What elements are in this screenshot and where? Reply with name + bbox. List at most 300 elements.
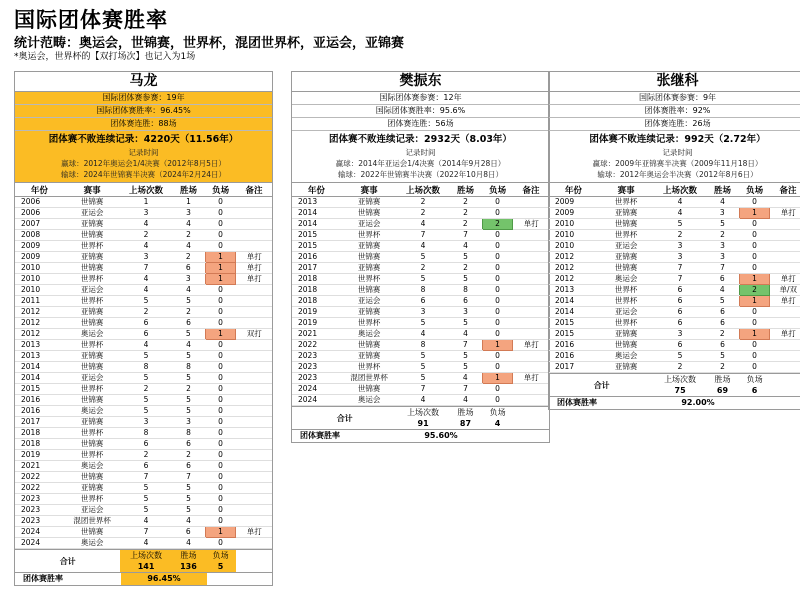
cell-year: 2012: [15, 307, 64, 318]
cell-wins: 6: [449, 296, 482, 307]
cell-remark: 单打: [513, 340, 549, 351]
cell-wins: 6: [706, 340, 739, 351]
cell-wins: 5: [449, 362, 482, 373]
cell-year: 2012: [549, 274, 598, 285]
cell-apps: 6: [120, 439, 171, 450]
cell-event: 世界杯: [64, 428, 121, 439]
cell-apps: 6: [654, 340, 705, 351]
cell-year: 2023: [292, 351, 341, 362]
cell-remark: [513, 296, 549, 307]
total-apps: 91: [417, 419, 429, 428]
cell-wins: 2: [172, 450, 205, 461]
cell-losses: 0: [205, 417, 236, 428]
cell-losses: 0: [739, 307, 770, 318]
table-row: [549, 241, 800, 252]
record-lost: 输球：2022年世锦赛半决赛（2022年10月8日）: [338, 170, 503, 179]
cell-remark: [513, 263, 549, 274]
cell-event: 世界杯: [341, 230, 398, 241]
cell-year: 2022: [15, 472, 64, 483]
table-row: [549, 351, 800, 362]
cell-apps: 5: [397, 318, 448, 329]
cell-year: 2010: [549, 241, 598, 252]
cell-apps: 5: [397, 362, 448, 373]
cell-year: 2012: [549, 252, 598, 263]
cell-wins: 5: [706, 351, 739, 362]
cell-wins: 5: [172, 505, 205, 516]
cell-losses: 0: [205, 340, 236, 351]
unbeaten-record: 团体赛不败连续记录：992天（2.72年）: [589, 134, 766, 145]
cell-wins: 2: [706, 362, 739, 373]
cell-event: 混团世界杯: [341, 373, 398, 384]
cell-event: 亚运会: [598, 241, 655, 252]
cell-year: 2012: [549, 263, 598, 274]
col-year: 年份: [15, 183, 64, 197]
table-row: [292, 274, 549, 285]
cell-event: 混团世界杯: [64, 516, 121, 527]
win-rate-line: 国际团体赛胜率：95.6%: [292, 105, 549, 118]
cell-year: 2009: [549, 208, 598, 219]
cell-remark: [513, 395, 549, 406]
cell-losses: 0: [205, 439, 236, 450]
cell-year: 2010: [15, 274, 64, 285]
cell-remark: 单打: [236, 252, 272, 263]
cell-remark: [513, 285, 549, 296]
cell-wins: 8: [172, 428, 205, 439]
table-row: [15, 483, 272, 494]
cell-apps: 4: [397, 219, 448, 230]
cell-remark: [236, 516, 272, 527]
cell-event: 世界杯: [64, 296, 121, 307]
table-row: [15, 494, 272, 505]
record-won: 赢球：2009年亚锦赛半决赛（2009年11月18日）: [592, 159, 763, 168]
table-row: [15, 340, 272, 351]
cell-year: 2016: [292, 252, 341, 263]
cell-year: 2017: [15, 417, 64, 428]
team-win-rate-row: [15, 572, 272, 585]
win-streak-line: 团体赛连胜：56场: [292, 118, 549, 131]
cell-losses: 0: [482, 318, 513, 329]
cell-event: 亚锦赛: [341, 263, 398, 274]
cell-losses: 1: [739, 329, 770, 340]
col-wins: 胜场: [172, 183, 205, 197]
col-year: 年份: [549, 183, 598, 197]
cell-losses: 0: [739, 318, 770, 329]
table-row: [15, 439, 272, 450]
unbeaten-record-box: [15, 131, 272, 183]
cell-apps: 4: [120, 241, 171, 252]
cell-wins: 7: [449, 230, 482, 241]
player-panel-malong: [14, 71, 273, 586]
cell-event: 世界杯: [598, 197, 655, 208]
cell-wins: 5: [172, 395, 205, 406]
table-row: [15, 307, 272, 318]
cell-year: 2018: [15, 439, 64, 450]
table-row: [549, 296, 800, 307]
cell-apps: 2: [120, 384, 171, 395]
cell-year: 2018: [292, 274, 341, 285]
cell-year: 2011: [15, 296, 64, 307]
table-row: [15, 329, 272, 340]
cell-remark: [513, 384, 549, 395]
table-row: [292, 351, 549, 362]
cell-year: 2006: [15, 208, 64, 219]
table-row: [15, 263, 272, 274]
cell-wins: 2: [172, 252, 205, 263]
win-streak-line: 团体赛连胜：88场: [15, 118, 272, 131]
cell-remark: [236, 307, 272, 318]
cell-wins: 7: [706, 263, 739, 274]
table-row: [292, 318, 549, 329]
col-losses: 负场: [482, 183, 513, 197]
cell-year: 2018: [15, 428, 64, 439]
cell-losses: 0: [482, 285, 513, 296]
col-apps: 上场次数: [397, 183, 448, 197]
cell-event: 奥运会: [598, 351, 655, 362]
total-losses: 5: [205, 561, 236, 572]
table-row: [292, 373, 549, 384]
cell-apps: 7: [120, 527, 171, 538]
cell-apps: 5: [120, 351, 171, 362]
cell-apps: 3: [654, 241, 705, 252]
cell-remark: [770, 340, 800, 351]
cell-remark: [770, 252, 800, 263]
cell-wins: 5: [172, 494, 205, 505]
cell-remark: 单打: [770, 208, 800, 219]
table-row: [549, 307, 800, 318]
cell-apps: 4: [120, 538, 171, 549]
cell-apps: 4: [120, 516, 171, 527]
cell-wins: 2: [706, 329, 739, 340]
cell-year: 2010: [15, 263, 64, 274]
cell-wins: 3: [706, 241, 739, 252]
col-losses: 负场: [205, 183, 236, 197]
win-rate-line: 国际团体赛胜率：96.45%: [15, 105, 272, 118]
cell-remark: [236, 461, 272, 472]
cell-losses: 0: [482, 263, 513, 274]
cell-apps: 6: [120, 318, 171, 329]
cell-remark: [236, 230, 272, 241]
cell-wins: 4: [172, 516, 205, 527]
results-table: [15, 183, 272, 549]
cell-losses: 0: [205, 318, 236, 329]
table-row: [292, 285, 549, 296]
table-row: [15, 285, 272, 296]
cell-event: 世锦赛: [64, 395, 121, 406]
col-losses: 负场: [739, 183, 770, 197]
cell-event: 世界杯: [64, 274, 121, 285]
cell-losses: 0: [482, 230, 513, 241]
cell-wins: 5: [449, 318, 482, 329]
cell-remark: [513, 351, 549, 362]
cell-wins: 4: [449, 373, 482, 384]
participation-years: 国际团体赛参赛：19年: [15, 92, 272, 105]
cell-year: 2023: [15, 505, 64, 516]
cell-event: 亚锦赛: [341, 351, 398, 362]
table-row: [292, 307, 549, 318]
cell-wins: 6: [172, 439, 205, 450]
cell-losses: 0: [205, 472, 236, 483]
team-win-rate-value: 95.60%: [424, 431, 458, 440]
cell-event: 世锦赛: [341, 252, 398, 263]
cell-remark: [236, 483, 272, 494]
cell-apps: 3: [397, 307, 448, 318]
cell-remark: [513, 274, 549, 285]
cell-event: 世界杯: [341, 318, 398, 329]
page-title: 国际团体赛胜率: [14, 8, 168, 32]
cell-year: 2010: [549, 230, 598, 241]
cell-year: 2007: [15, 219, 64, 230]
cell-year: 2015: [15, 384, 64, 395]
cell-remark: [770, 230, 800, 241]
cell-losses: 1: [205, 527, 236, 538]
cell-remark: [236, 439, 272, 450]
cell-year: 2016: [15, 406, 64, 417]
cell-event: 世锦赛: [341, 384, 398, 395]
cell-remark: [513, 230, 549, 241]
cell-remark: [236, 538, 272, 549]
cell-remark: [513, 318, 549, 329]
cell-event: 世界杯: [64, 384, 121, 395]
cell-remark: 单打: [513, 219, 549, 230]
cell-remark: [513, 329, 549, 340]
cell-year: 2016: [549, 340, 598, 351]
total-apps-label: 上场次数: [120, 550, 171, 561]
cell-wins: 4: [706, 285, 739, 296]
cell-year: 2017: [549, 362, 598, 373]
col-event: 赛事: [64, 183, 121, 197]
col-event: 赛事: [341, 183, 398, 197]
cell-wins: 4: [172, 285, 205, 296]
record-lost: 输球：2012年奥运会半决赛（2012年8月6日）: [597, 170, 758, 179]
cell-losses: 0: [482, 197, 513, 208]
cell-event: 世锦赛: [64, 527, 121, 538]
cell-event: 亚运会: [598, 307, 655, 318]
total-wins-label: 胜场: [172, 550, 205, 561]
cell-losses: 0: [739, 219, 770, 230]
cell-apps: 4: [120, 285, 171, 296]
cell-remark: [236, 340, 272, 351]
cell-wins: 2: [172, 307, 205, 318]
cell-apps: 5: [397, 351, 448, 362]
cell-apps: 3: [654, 329, 705, 340]
cell-event: 奥运会: [341, 329, 398, 340]
cell-wins: 2: [172, 384, 205, 395]
cell-losses: 0: [205, 461, 236, 472]
team-win-rate-row: [549, 396, 800, 409]
cell-event: 世锦赛: [64, 362, 121, 373]
cell-wins: 5: [449, 252, 482, 263]
cell-event: 世界杯: [598, 230, 655, 241]
totals-block: [15, 549, 272, 572]
cell-losses: 0: [205, 395, 236, 406]
cell-wins: 5: [172, 483, 205, 494]
cell-apps: 7: [120, 263, 171, 274]
total-wins-label: 胜场: [457, 408, 474, 417]
cell-apps: 5: [120, 505, 171, 516]
cell-event: 奥运会: [598, 274, 655, 285]
cell-year: 2014: [549, 307, 598, 318]
cell-apps: 5: [397, 274, 448, 285]
cell-wins: 4: [706, 197, 739, 208]
table-row: [15, 252, 272, 263]
cell-apps: 2: [397, 208, 448, 219]
cell-wins: 2: [449, 219, 482, 230]
cell-event: 亚锦赛: [598, 329, 655, 340]
cell-event: 世界杯: [64, 494, 121, 505]
cell-losses: 0: [482, 252, 513, 263]
cell-losses: 0: [739, 263, 770, 274]
table-row: [292, 241, 549, 252]
win-rate-line: 团体赛胜率：92%: [549, 105, 800, 118]
cell-losses: 0: [205, 351, 236, 362]
player-name: 张继科: [549, 72, 800, 92]
cell-apps: 8: [120, 428, 171, 439]
total-apps-label: 上场次数: [664, 375, 697, 384]
cell-event: 世锦赛: [64, 318, 121, 329]
cell-remark: 单打: [236, 527, 272, 538]
total-apps: 75: [674, 386, 686, 395]
cell-year: 2017: [292, 263, 341, 274]
total-wins: 136: [172, 561, 205, 572]
cell-apps: 4: [397, 329, 448, 340]
cell-event: 亚锦赛: [64, 351, 121, 362]
cell-year: 2018: [292, 285, 341, 296]
cell-event: 亚锦赛: [598, 208, 655, 219]
cell-apps: 3: [654, 252, 705, 263]
cell-year: 2013: [15, 340, 64, 351]
cell-year: 2019: [15, 450, 64, 461]
cell-remark: [236, 494, 272, 505]
cell-remark: [770, 362, 800, 373]
col-remark: 备注: [770, 183, 800, 197]
cell-apps: 6: [654, 285, 705, 296]
table-row: [15, 384, 272, 395]
cell-apps: 5: [120, 395, 171, 406]
cell-apps: 5: [397, 373, 448, 384]
table-row: [292, 329, 549, 340]
cell-event: 亚锦赛: [341, 241, 398, 252]
cell-apps: 6: [120, 329, 171, 340]
cell-year: 2016: [549, 351, 598, 362]
cell-event: 世锦赛: [64, 439, 121, 450]
totals-block: [292, 406, 549, 429]
cell-remark: [236, 208, 272, 219]
cell-remark: [236, 197, 272, 208]
cell-year: 2023: [292, 373, 341, 384]
table-row: [292, 362, 549, 373]
cell-losses: 1: [205, 263, 236, 274]
cell-losses: 0: [205, 285, 236, 296]
cell-apps: 7: [654, 274, 705, 285]
total-wins: 69: [716, 386, 729, 395]
total-losses: 6: [751, 386, 758, 395]
cell-wins: 5: [706, 296, 739, 307]
record-time-label: 记录时间: [662, 148, 693, 157]
cell-year: 2024: [15, 538, 64, 549]
cell-year: 2015: [292, 230, 341, 241]
cell-year: 2014: [15, 373, 64, 384]
record-time-label: 记录时间: [405, 148, 436, 157]
cell-event: 亚运会: [341, 296, 398, 307]
cell-year: 2024: [15, 527, 64, 538]
cell-losses: 0: [482, 351, 513, 362]
cell-apps: 5: [654, 351, 705, 362]
cell-wins: 8: [449, 285, 482, 296]
table-row: [15, 351, 272, 362]
cell-event: 亚锦赛: [598, 362, 655, 373]
cell-year: 2012: [15, 318, 64, 329]
cell-event: 世界杯: [64, 340, 121, 351]
cell-year: 2024: [292, 384, 341, 395]
cell-wins: 4: [449, 395, 482, 406]
cell-losses: 0: [205, 219, 236, 230]
cell-apps: 4: [654, 197, 705, 208]
cell-losses: 2: [739, 285, 770, 296]
cell-losses: 1: [205, 252, 236, 263]
record-won: 赢球：2012年奥运会1/4决赛（2012年8月5日）: [61, 159, 226, 168]
cell-remark: [236, 395, 272, 406]
cell-year: 2016: [15, 395, 64, 406]
cell-year: 2019: [292, 307, 341, 318]
cell-year: 2015: [549, 318, 598, 329]
cell-wins: 6: [172, 527, 205, 538]
cell-losses: 0: [205, 230, 236, 241]
cell-remark: [236, 296, 272, 307]
unbeaten-record: 团体赛不败连续记录：2932天（8.03年）: [329, 134, 512, 145]
table-row: [15, 208, 272, 219]
cell-wins: 6: [172, 318, 205, 329]
cell-losses: 1: [482, 340, 513, 351]
table-row: [292, 384, 549, 395]
cell-apps: 6: [654, 307, 705, 318]
cell-event: 亚锦赛: [64, 252, 121, 263]
cell-event: 世界杯: [64, 241, 121, 252]
cell-event: 世锦赛: [64, 472, 121, 483]
cell-year: 2022: [292, 340, 341, 351]
table-row: [549, 219, 800, 230]
cell-remark: [236, 472, 272, 483]
cell-apps: 2: [654, 230, 705, 241]
cell-wins: 5: [172, 296, 205, 307]
cell-wins: 5: [449, 274, 482, 285]
cell-apps: 4: [120, 274, 171, 285]
cell-event: 亚锦赛: [598, 252, 655, 263]
cell-losses: 0: [205, 307, 236, 318]
cell-wins: 3: [172, 208, 205, 219]
table-row: [549, 263, 800, 274]
unbeaten-record: 团体赛不败连续记录：4220天（11.56年）: [48, 134, 239, 145]
player-name: 马龙: [15, 72, 272, 92]
cell-losses: 0: [205, 505, 236, 516]
team-win-rate-value: 92.00%: [681, 398, 715, 407]
cell-apps: 7: [120, 472, 171, 483]
cell-apps: 8: [397, 285, 448, 296]
cell-year: 2023: [15, 516, 64, 527]
table-row: [15, 241, 272, 252]
cell-wins: 5: [172, 406, 205, 417]
total-losses: 4: [494, 419, 501, 428]
cell-event: 亚锦赛: [64, 307, 121, 318]
cell-apps: 5: [654, 219, 705, 230]
cell-year: 2008: [15, 230, 64, 241]
scope-text: 统计范畴：奥运会，世锦赛，世界杯，混团世界杯，亚运会，亚锦赛: [14, 36, 405, 51]
table-row: [15, 538, 272, 549]
col-remark: 备注: [236, 183, 272, 197]
col-wins: 胜场: [449, 183, 482, 197]
cell-wins: 4: [449, 241, 482, 252]
cell-wins: 4: [172, 340, 205, 351]
record-time-label: 记录时间: [128, 148, 159, 157]
